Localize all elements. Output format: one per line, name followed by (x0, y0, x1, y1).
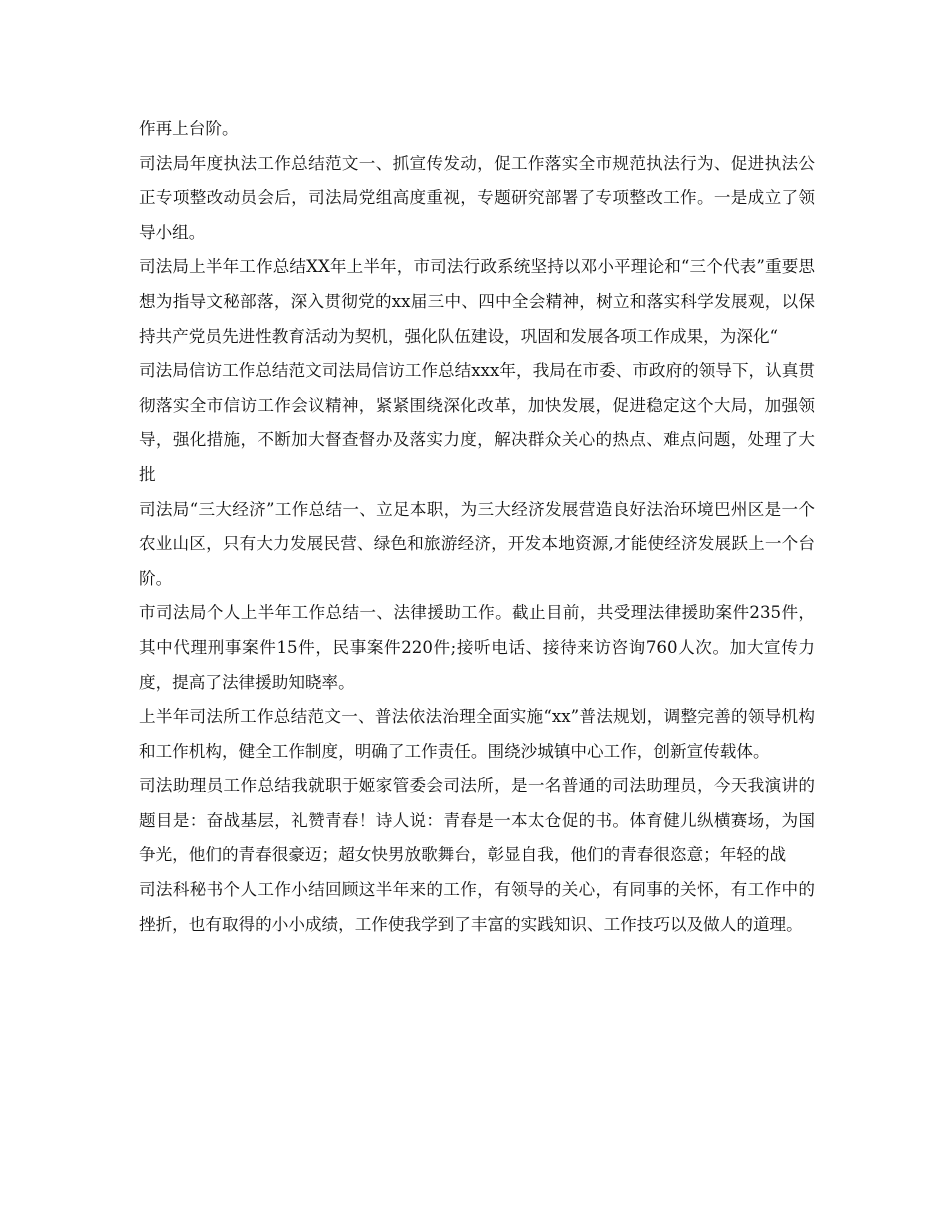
paragraph-legal-aid-summary: 市司法局个人上半年工作总结一、法律援助工作。截止目前，共受理法律援助案件235件，其中代理刑事案件15件，民事案件220件;接听电话、接待来访咨询760人次。加大宣传力度，提高了法律援助知晓率。 (139, 603, 815, 692)
paragraph-petition-summary: 司法局信访工作总结范文司法局信访工作总结xxx年，我局在市委、市政府的领导下，认真贯彻落实全市信访工作会议精神，紧紧围绕深化改革，加快发展，促进稳定这个大局，加强领导，强化措施，不断加大督查督办及落实力度，解决群众关心的热点、难点问题，处理了大批 (139, 361, 815, 484)
document-body (139, 112, 815, 942)
paragraph-law-enforcement-summary: 司法局年度执法工作总结范文一、抓宣传发动，促工作落实全市规范执法行为、促进执法公正专项整改动员会后，司法局党组高度重视，专题研究部署了专项整改工作。一是成立了领导小组。 (139, 153, 815, 242)
paragraph-judicial-office-summary: 上半年司法所工作总结范文一、普法依法治理全面实施“xx”普法规划，调整完善的领导机构和工作机构，健全工作制度，明确了工作责任。围绕沙城镇中心工作，创新宣传载体。 (139, 707, 815, 761)
paragraph-continuation: 作再上台阶。 (139, 119, 239, 138)
paragraph-secretary-summary: 司法科秘书个人工作小结回顾这半年来的工作，有领导的关心，有同事的关怀，有工作中的挫折，也有取得的小小成绩，工作使我学到了丰富的实践知识、工作技巧以及做人的道理。 (139, 880, 815, 934)
paragraph-judicial-assistant-summary: 司法助理员工作总结我就职于姬家管委会司法所，是一名普通的司法助理员，今天我演讲的题目是：奋战基层，礼赞青春！诗人说：青春是一本太仓促的书。体育健儿纵横赛场，为国争光，他们的青春很豪迈；超女快男放歌舞台，彰显自我，他们的青春很恣意；年轻的战 (139, 776, 815, 865)
paragraph-three-economies-summary: 司法局“三大经济”工作总结一、立足本职，为三大经济发展营造良好法治环境巴州区是一个农业山区，只有大力发展民营、绿色和旅游经济，开发本地资源,才能使经济发展跃上一个台阶。 (139, 499, 815, 588)
paragraph-half-year-summary: 司法局上半年工作总结XX年上半年，市司法行政系统坚持以邓小平理论和“三个代表”重要思想为指导文秘部落，深入贯彻党的xx届三中、四中全会精神，树立和落实科学发展观，以保持共产党员先进性教育活动为契机，强化队伍建设，巩固和发展各项工作成果，为深化“ (139, 257, 815, 346)
